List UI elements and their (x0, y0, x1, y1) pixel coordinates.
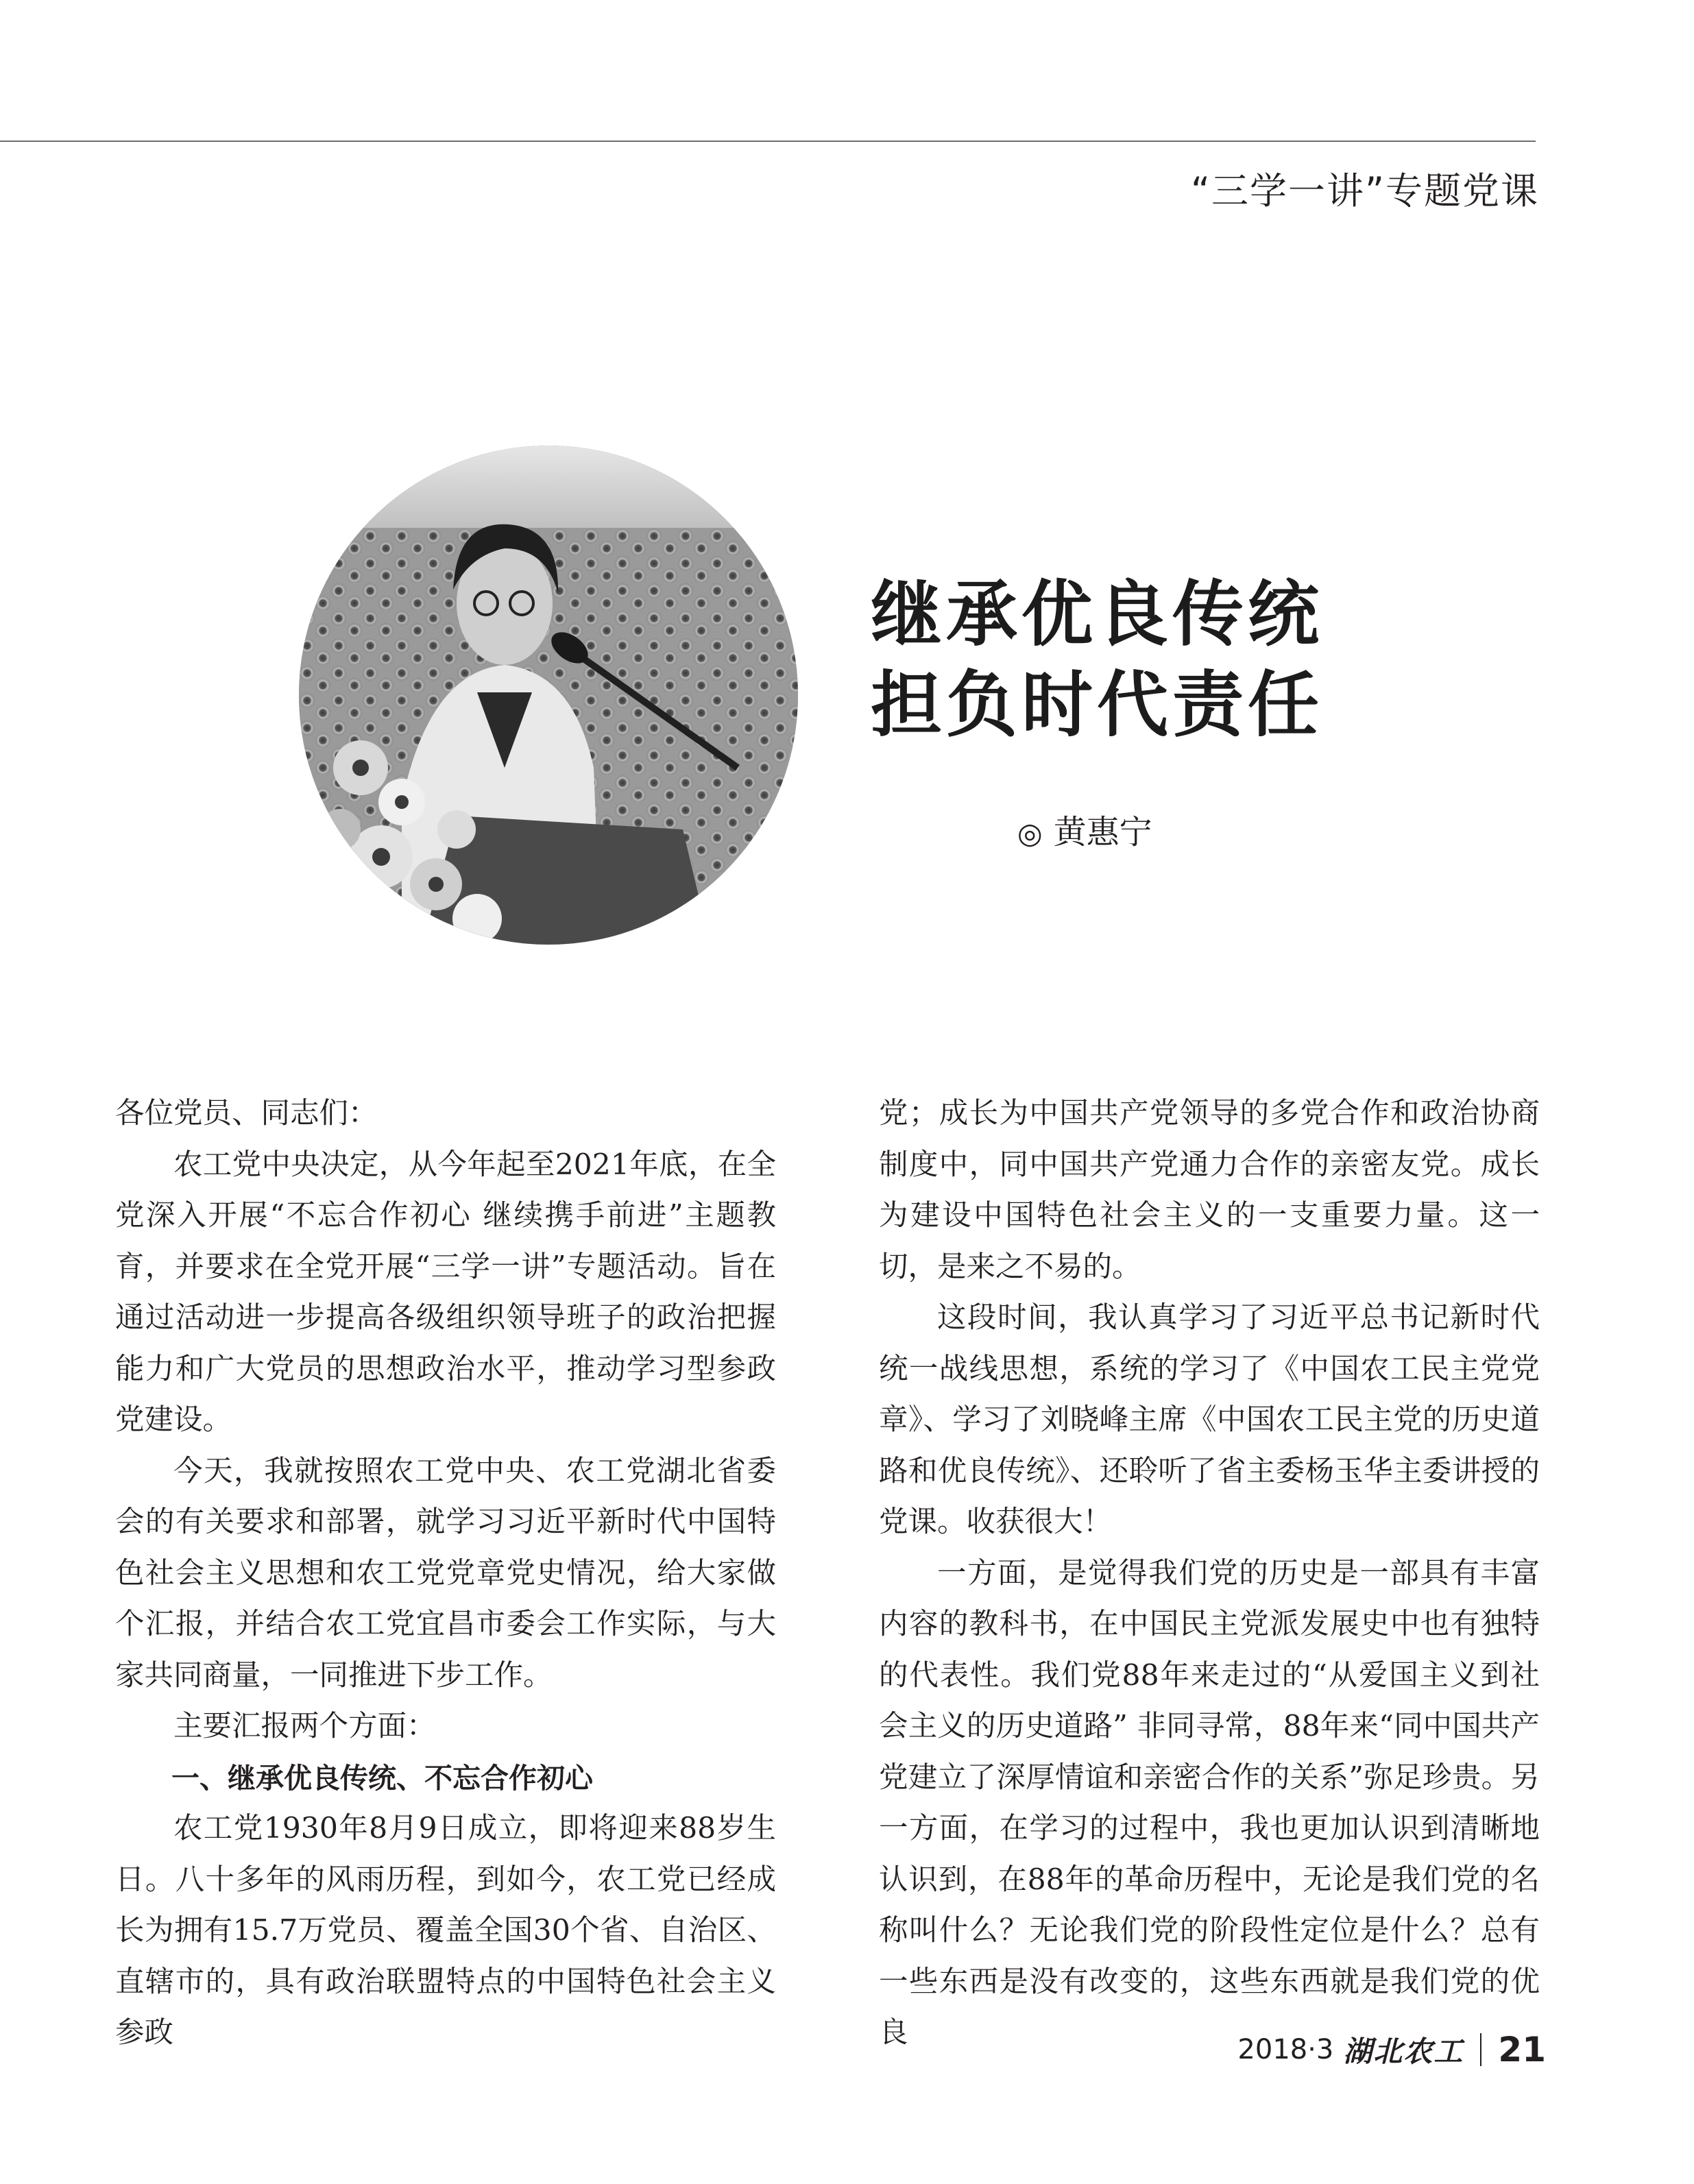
title-line-1: 继承优良传统 (871, 572, 1324, 656)
paragraph: 农工党中央决定，从今年起至2021年底，在全党深入开展“不忘合作初心 继续携手前进”主题教育，并要求在全党开展“三学一讲”专题活动。旨在通过活动进一步提高各级组织领导班子的政治把握能力和广大党员的思想政治水平，推动学习型参政党建设。 (115, 1148, 776, 1437)
header-rule (0, 141, 1536, 142)
body-column-right (879, 1089, 1540, 2059)
paragraph: 今天，我就按照农工党中央、农工党湖北省委会的有关要求和部署，就学习习近平新时代中国特色社会主义思想和农工党党章党史情况，给大家做个汇报，并结合农工党宜昌市委会工作实际，与大家共同商量，一同推进下步工作。 (115, 1454, 776, 1692)
body-column-left (115, 1089, 776, 2059)
paragraph: 党；成长为中国共产党领导的多党合作和政治协商制度中，同中国共产党通力合作的亲密友党。成长为建设中国特色社会主义的一支重要力量。这一切，是来之不易的。 (879, 1097, 1540, 1284)
author-mark: ◎ (1017, 816, 1043, 850)
paragraph: 主要汇报两个方面： (173, 1710, 436, 1743)
salutation: 各位党员、同志们： (115, 1097, 378, 1130)
speaker-photo (299, 446, 798, 945)
paragraph: 一方面，是觉得我们党的历史是一部具有丰富内容的教科书，在中国民主党派发展史中也有独特的代表性。我们党88年来走过的“从爱国主义到社会主义的历史道路” 非同寻常，88年来“同中国共产党建立了深厚情谊和亲密合作的关系”弥足珍贵。另一方面，在学习的过程中，我也更加认识到清晰地认识到，在88年的革命历程中，无论是我们党的名称叫什么？无论我们党的阶段性定位是什么？总有一些东西是没有改变的，这些东西就是我们党的优良 (879, 1556, 1540, 2050)
title-line-2: 担负时代责任 (871, 662, 1324, 747)
issue-number: 2018·3 (1237, 2034, 1334, 2065)
paragraph: 这段时间，我认真学习了习近平总书记新时代统一战线思想，系统的学习了《中国农工民主党党章》、学习了刘晓峰主席《中国农工民主党的历史道路和优良传统》、还聆听了省主委杨玉华主委讲授的党课。收获很大！ (879, 1301, 1540, 1539)
section-heading: 一、继承优良传统、不忘合作初心 (171, 1761, 593, 1795)
magazine-name: 湖北农工 (1343, 2035, 1464, 2068)
page-footer (1237, 2029, 1546, 2070)
footer-divider (1480, 2033, 1481, 2066)
author-byline (1017, 805, 1152, 853)
column-tag: “三学一讲”专题党课 (1191, 169, 1539, 213)
author-name: 黄惠宁 (1053, 813, 1152, 851)
article-title (871, 569, 1323, 750)
page-number: 21 (1498, 2030, 1546, 2070)
paragraph: 农工党1930年8月9日成立，即将迎来88岁生日。八十多年的风雨历程，到如今，农工党已经成长为拥有15.7万党员、覆盖全国30个省、自治区、直辖市的，具有政治联盟特点的中国特色社会主义参政 (115, 1812, 776, 2050)
